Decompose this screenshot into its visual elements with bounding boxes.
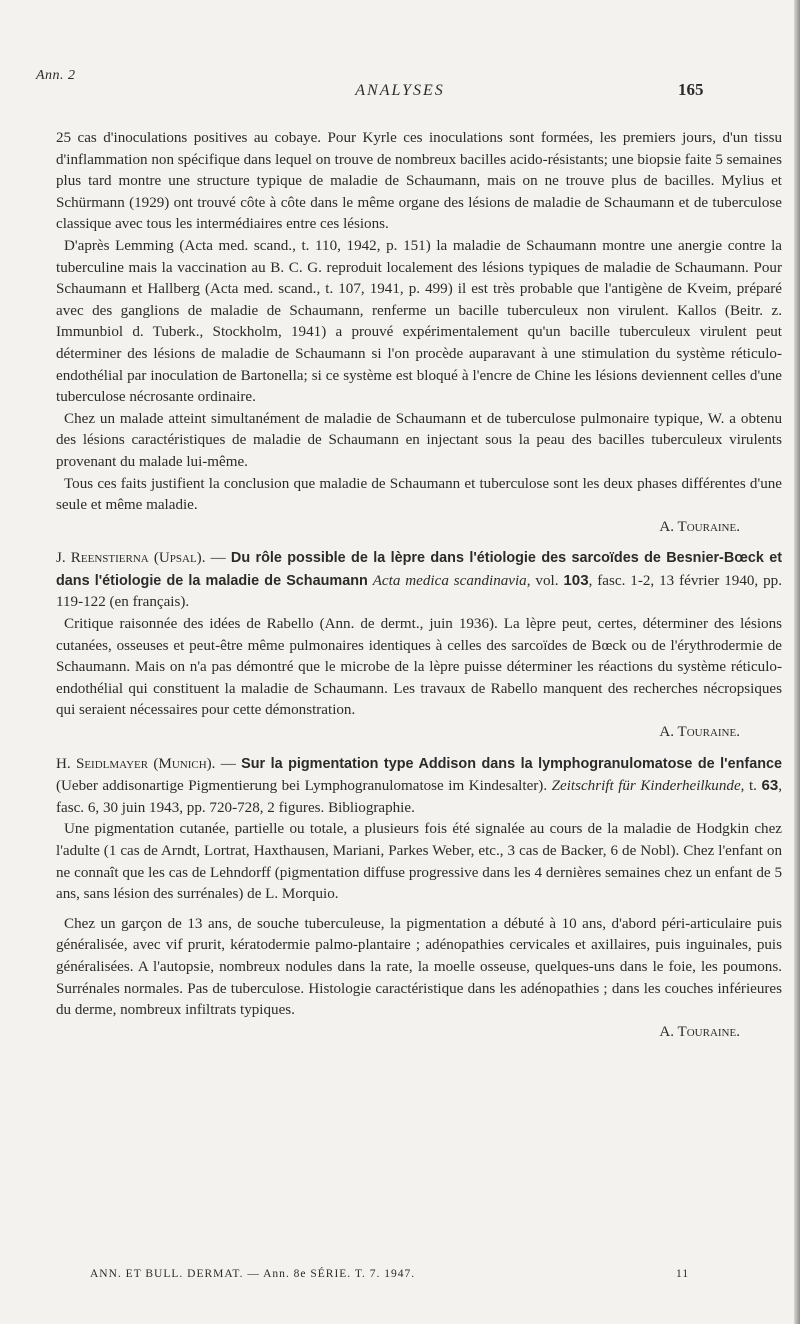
reference-title: Du rôle possible de la lèpre dans l'étiologie des sarcoïdes de Besnier-Bœck et dans l'étiologie de la maladie de Schaumann <box>56 550 783 589</box>
page-number: 165 <box>678 80 704 99</box>
reference-original-title: (Ueber addisonartige Pigmentierung bei Lymphogranulomatose im Kindesalter). <box>56 778 552 795</box>
reference-journal: Zeitschrift für Kinderheilkunde <box>551 778 741 795</box>
reference-journal: Acta medica scandinavia <box>372 572 527 589</box>
paragraph: D'après Lemming (Acta med. scand., t. 110, 1942, p. 151) la maladie de Schaumann montre une anergie contre la tuberculine mais la vaccination au B. C. G. reproduit localement des lésions typiques de maladie de Schaumann. Pour Schaumann et Hallberg (Acta med. scand., t. 107, 1941, p. 499) il est très probable que l'antigène de Kveim, préparé avec des ganglions de maladie de Schaumann, renferme un bacille tuberculeux non virulent. Kallos (Beitr. z. Immunbiol d. Tuberk., Stockholm, 1941) a prouvé expérimentalement qu'un bacille tuberculeux virulent peut déterminer des lésions de maladie de Schaumann si l'on procède auparavant à une stimulation du système réticulo-endothélial par inoculation de Bartonella; si ce système est bloqué à l'encre de Chine les lésions deviennent celles d'une tuberculose nécrosante ordinaire. <box>56 237 782 406</box>
paragraph: Tous ces faits justifient la conclusion que maladie de Schaumann et tuberculose sont les deux phases différentes d'une seule et même maladie. <box>56 475 782 514</box>
reference-author: H. Seidlmayer (Munich). <box>56 755 216 772</box>
paragraph: 25 cas d'inoculations positives au cobaye. Pour Kyrle ces inoculations sont formées, les premiers jours, d'un tissu d'inflammation non spécifique dans lequel on trouve de nombreux bacilles acido-résistants; une biopsie faite 5 semaines plus tard montre une structure typique de maladie de Schaumann, mais on ne trouve plus de bacilles. Mylius et Schürmann (1929) ont trouvé côte à côte dans le même organe des lésions de maladie de Schaumann et de tuberculose classique avec tous les intermédiaires entre ces lésions. <box>56 130 782 233</box>
reference-volume: 63 <box>761 777 779 795</box>
signature: A. Touraine. <box>659 724 740 741</box>
journal-abbrev: Ann. 2 <box>36 68 76 83</box>
footer-citation: ANN. ET BULL. DERMAT. — Ann. 8e SÉRIE. T. 7. 1947. <box>90 1268 416 1280</box>
reference-details: , fasc. 1-2, 13 février 1940, pp. 119-122 (en français). <box>56 572 782 611</box>
page-edge-shadow <box>794 0 800 1324</box>
reference-entry: H. Seidlmayer (Munich). — Sur la pigmentation type Addison dans la lymphogranulomatose de l'enfance (Ueber addisonartige Pigmentierung bei Lymphogranulomatose im Kindesalter). Zeitschrift für Kinderheilkunde, t. 63, fasc. 6, 30 juin 1943, pp. 720-728, 2 figures. Bibliographie. <box>56 755 783 816</box>
paragraph: Chez un malade atteint simultanément de maladie de Schaumann et de tuberculose pulmonaire typique, W. a obtenu des lésions caractéristiques de maladie de Schaumann en injectant sous la peau des bacilles tuberculeux virulents provenant du malade lui-même. <box>56 410 782 470</box>
signature: A. Touraine. <box>659 518 740 535</box>
reference-title: Sur la pigmentation type Addison dans la lymphogranulomatose de l'enfance <box>241 755 782 772</box>
reference-volume: 103 <box>563 571 589 589</box>
paragraph: Chez un garçon de 13 ans, de souche tuberculeuse, la pigmentation a débuté à 10 ans, d'abord péri-articulaire puis généralisée, avec vif prurit, kératodermie palmo-plantaire ; adénopathies cervicales et axillaires, puis inguinales, puis généralisées. A l'autopsie, nombreux nodules dans la rate, la moelle osseuse, quelques-uns dans le foie, les poumons. Surrénales normales. Pas de tuberculose. Histologie caractéristique dans les adénopathies ; dans les couches inférieures du derme, nombreux infiltrats typiques. <box>56 915 782 1019</box>
paragraph: Une pigmentation cutanée, partielle ou totale, a plusieurs fois été signalée au cours de la maladie de Hodgkin chez l'adulte (1 cas de Arndt, Lortrat, Haxthausen, Mariani, Parkes Weber, etc., 3 cas de Backer, 6 de Nobl). Chez l'enfant on ne connaît que les cas de Lehndorff (pigmentation diffuse progressive dans les 4 dernières semaines chez un enfant de 5 ans, sans lésion des surrénales) de L. Morquio. <box>56 821 782 903</box>
reference-author: J. Reenstierna (Upsal). <box>56 550 206 567</box>
section-title: ANALYSES <box>355 82 445 99</box>
footer-signature-mark: 11 <box>676 1268 690 1280</box>
paragraph: Critique raisonnée des idées de Rabello (Ann. de dermt., juin 1936). La lèpre peut, certes, déterminer des lésions cutanées, osseuses et peut-être même pulmonaires identiques à celles des sarcoïdes de Bœck ou de l'érythrodermie de Schaumann. Mais on n'a pas démontré que le microbe de la lèpre puisse déterminer les réactions du système réticulo-endothélial qui constituent la maladie de Schaumann. Les travaux de Rabello manquent des recherches nécropsiques qui seraient nécessaires pour cette démonstration. <box>56 616 782 719</box>
reference-entry: J. Reenstierna (Upsal). — Du rôle possible de la lèpre dans l'étiologie des sarcoïdes de Besnier-Bœck et dans l'étiologie de la maladie de Schaumann Acta medica scandinavia, vol. 103, fasc. 1-2, 13 février 1940, pp. 119-122 (en français). <box>56 550 783 611</box>
signature: A. Touraine. <box>659 1023 740 1040</box>
article-body <box>56 128 782 1043</box>
reference-details: , fasc. 6, 30 juin 1943, pp. 720-728, 2 figures. Bibliographie. <box>56 778 783 816</box>
